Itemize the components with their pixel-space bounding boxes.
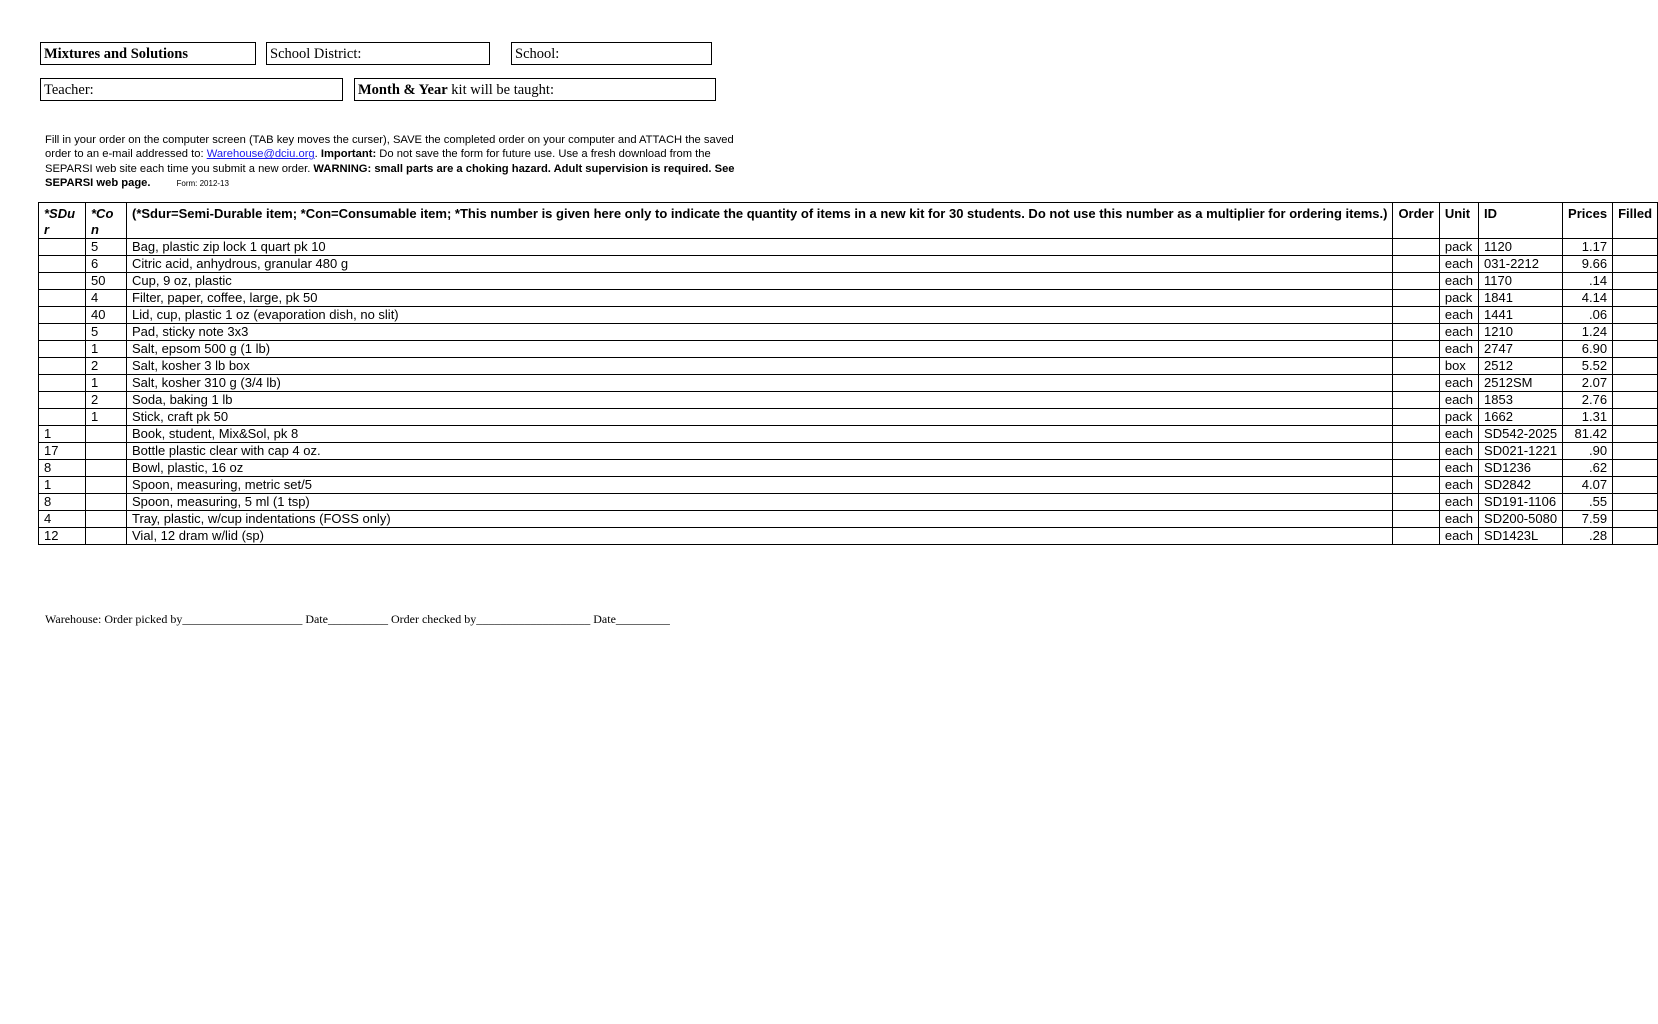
order-input-cell[interactable]: [1393, 460, 1439, 477]
filled-cell[interactable]: [1613, 239, 1658, 256]
header-prices: Prices: [1563, 203, 1613, 239]
price-cell: .90: [1563, 443, 1613, 460]
sdur-cell: 1: [39, 477, 86, 494]
sdur-cell: [39, 324, 86, 341]
form-id: Form: 2012-13: [176, 179, 229, 189]
filled-cell[interactable]: [1613, 443, 1658, 460]
item-id-cell: SD2842: [1479, 477, 1563, 494]
description-cell: Bag, plastic zip lock 1 quart pk 10: [127, 239, 1393, 256]
item-id-cell: 1441: [1479, 307, 1563, 324]
unit-cell: each: [1439, 392, 1478, 409]
description-cell: Spoon, measuring, metric set/5: [127, 477, 1393, 494]
filled-cell[interactable]: [1613, 307, 1658, 324]
description-cell: Filter, paper, coffee, large, pk 50: [127, 290, 1393, 307]
header-sdur: *SDur: [39, 203, 86, 239]
filled-cell[interactable]: [1613, 528, 1658, 545]
instructions: [45, 133, 745, 192]
price-cell: .62: [1563, 460, 1613, 477]
table-row: [39, 511, 1658, 528]
con-cell: [86, 528, 127, 545]
sdur-cell: 8: [39, 460, 86, 477]
order-input-cell[interactable]: [1393, 528, 1439, 545]
school-label: School:: [515, 46, 560, 62]
order-input-cell[interactable]: [1393, 494, 1439, 511]
con-cell: [86, 443, 127, 460]
description-cell: Citric acid, anhydrous, granular 480 g: [127, 256, 1393, 273]
item-id-cell: 1662: [1479, 409, 1563, 426]
unit-cell: pack: [1439, 290, 1478, 307]
price-cell: 9.66: [1563, 256, 1613, 273]
item-id-cell: 2747: [1479, 341, 1563, 358]
description-cell: Vial, 12 dram w/lid (sp): [127, 528, 1393, 545]
school-district-label: School District:: [270, 46, 362, 62]
con-cell: 5: [86, 239, 127, 256]
order-input-cell[interactable]: [1393, 341, 1439, 358]
table-row: [39, 426, 1658, 443]
filled-cell[interactable]: [1613, 477, 1658, 494]
table-row: [39, 273, 1658, 290]
sdur-cell: [39, 375, 86, 392]
sdur-cell: [39, 409, 86, 426]
header-id: ID: [1479, 203, 1563, 239]
sdur-cell: [39, 256, 86, 273]
price-cell: .55: [1563, 494, 1613, 511]
price-cell: .06: [1563, 307, 1613, 324]
price-cell: .14: [1563, 273, 1613, 290]
table-row: [39, 409, 1658, 426]
kit-title: Mixtures and Solutions: [44, 46, 188, 62]
table-row: [39, 494, 1658, 511]
unit-cell: each: [1439, 511, 1478, 528]
order-input-cell[interactable]: [1393, 273, 1439, 290]
price-cell: 2.07: [1563, 375, 1613, 392]
item-id-cell: 1210: [1479, 324, 1563, 341]
sdur-cell: [39, 307, 86, 324]
con-cell: [86, 494, 127, 511]
header-unit: Unit: [1439, 203, 1478, 239]
filled-cell[interactable]: [1613, 409, 1658, 426]
description-cell: Pad, sticky note 3x3: [127, 324, 1393, 341]
order-input-cell[interactable]: [1393, 256, 1439, 273]
price-cell: 1.24: [1563, 324, 1613, 341]
instructions-text-3: Do not save the form for future use. Use a fresh download from the SEPARSI web site each time you submit a new order.: [45, 148, 711, 175]
con-cell: [86, 477, 127, 494]
item-id-cell: SD191-1106: [1479, 494, 1563, 511]
filled-cell[interactable]: [1613, 511, 1658, 528]
description-cell: Lid, cup, plastic 1 oz (evaporation dish, no slit): [127, 307, 1393, 324]
table-row: [39, 460, 1658, 477]
con-cell: [86, 460, 127, 477]
price-cell: 5.52: [1563, 358, 1613, 375]
order-input-cell[interactable]: [1393, 426, 1439, 443]
table-row: [39, 324, 1658, 341]
unit-cell: each: [1439, 494, 1478, 511]
month-year-label-bold: Month & Year: [358, 82, 448, 98]
warning-text: WARNING: small parts are a choking hazard. Adult supervision is required. See SEPARSI web page.: [45, 162, 735, 190]
filled-cell[interactable]: [1613, 324, 1658, 341]
item-id-cell: 1120: [1479, 239, 1563, 256]
school-field[interactable]: [511, 42, 712, 65]
table-row: [39, 358, 1658, 375]
filled-cell[interactable]: [1613, 290, 1658, 307]
price-cell: 1.31: [1563, 409, 1613, 426]
instructions-text-2: .: [314, 148, 318, 161]
description-cell: Spoon, measuring, 5 ml (1 tsp): [127, 494, 1393, 511]
description-cell: Salt, kosher 310 g (3/4 lb): [127, 375, 1393, 392]
order-table: [38, 202, 1658, 545]
item-id-cell: SD200-5080: [1479, 511, 1563, 528]
unit-cell: each: [1439, 375, 1478, 392]
month-year-field[interactable]: [354, 78, 716, 101]
table-row: [39, 341, 1658, 358]
con-cell: 1: [86, 375, 127, 392]
item-id-cell: SD542-2025: [1479, 426, 1563, 443]
sdur-cell: 4: [39, 511, 86, 528]
price-cell: 7.59: [1563, 511, 1613, 528]
con-cell: [86, 511, 127, 528]
con-cell: [86, 426, 127, 443]
sdur-cell: [39, 239, 86, 256]
sdur-cell: [39, 273, 86, 290]
order-input-cell[interactable]: [1393, 443, 1439, 460]
price-cell: 6.90: [1563, 341, 1613, 358]
con-cell: 5: [86, 324, 127, 341]
kit-title-field: [40, 42, 256, 65]
description-cell: Salt, epsom 500 g (1 lb): [127, 341, 1393, 358]
price-cell: 1.17: [1563, 239, 1613, 256]
description-cell: Bottle plastic clear with cap 4 oz.: [127, 443, 1393, 460]
con-cell: 2: [86, 392, 127, 409]
filled-cell[interactable]: [1613, 256, 1658, 273]
sdur-cell: 17: [39, 443, 86, 460]
con-cell: 1: [86, 341, 127, 358]
table-header-row: [39, 203, 1658, 239]
table-row: [39, 477, 1658, 494]
order-input-cell[interactable]: [1393, 307, 1439, 324]
unit-cell: each: [1439, 324, 1478, 341]
unit-cell: each: [1439, 426, 1478, 443]
unit-cell: pack: [1439, 239, 1478, 256]
table-row: [39, 528, 1658, 545]
warehouse-email-link[interactable]: Warehouse@dciu.org: [206, 148, 315, 161]
filled-cell[interactable]: [1613, 375, 1658, 392]
price-cell: .28: [1563, 528, 1613, 545]
description-cell: Cup, 9 oz, plastic: [127, 273, 1393, 290]
table-row: [39, 290, 1658, 307]
item-id-cell: 2512: [1479, 358, 1563, 375]
unit-cell: each: [1439, 477, 1478, 494]
order-input-cell[interactable]: [1393, 375, 1439, 392]
item-id-cell: 1841: [1479, 290, 1563, 307]
price-cell: 2.76: [1563, 392, 1613, 409]
sdur-cell: 1: [39, 426, 86, 443]
filled-cell[interactable]: [1613, 341, 1658, 358]
table-row: [39, 392, 1658, 409]
order-input-cell[interactable]: [1393, 409, 1439, 426]
unit-cell: box: [1439, 358, 1478, 375]
unit-cell: each: [1439, 528, 1478, 545]
filled-cell[interactable]: [1613, 494, 1658, 511]
item-id-cell: SD1236: [1479, 460, 1563, 477]
sdur-cell: [39, 341, 86, 358]
item-id-cell: 1170: [1479, 273, 1563, 290]
price-cell: 81.42: [1563, 426, 1613, 443]
header-note: (*Sdur=Semi-Durable item; *Con=Consumable item; *This number is given here only to indicate the quantity of items in a new kit for 30 students. Do not use this number as a multiplier for ordering items.): [127, 203, 1393, 239]
description-cell: Soda, baking 1 lb: [127, 392, 1393, 409]
item-id-cell: SD1423L: [1479, 528, 1563, 545]
table-row: [39, 375, 1658, 392]
filled-cell[interactable]: [1613, 392, 1658, 409]
school-district-field[interactable]: [266, 42, 490, 65]
teacher-label: Teacher:: [44, 82, 94, 98]
important-label: Important:: [320, 148, 377, 161]
table-row: [39, 443, 1658, 460]
table-row: [39, 239, 1658, 256]
filled-cell[interactable]: [1613, 460, 1658, 477]
order-input-cell[interactable]: [1393, 477, 1439, 494]
item-id-cell: 1853: [1479, 392, 1563, 409]
order-input-cell[interactable]: [1393, 290, 1439, 307]
filled-cell[interactable]: [1613, 273, 1658, 290]
order-input-cell[interactable]: [1393, 392, 1439, 409]
unit-cell: each: [1439, 341, 1478, 358]
sdur-cell: 12: [39, 528, 86, 545]
warehouse-footer: Warehouse: Order picked by____________________ Date__________ Order checked by___________________ Date_________: [45, 612, 670, 626]
filled-cell[interactable]: [1613, 358, 1658, 375]
order-input-cell[interactable]: [1393, 239, 1439, 256]
con-cell: 2: [86, 358, 127, 375]
con-cell: 6: [86, 256, 127, 273]
order-input-cell[interactable]: [1393, 511, 1439, 528]
header-filled: Filled: [1613, 203, 1658, 239]
unit-cell: each: [1439, 273, 1478, 290]
order-input-cell[interactable]: [1393, 324, 1439, 341]
price-cell: 4.07: [1563, 477, 1613, 494]
header-order: Order: [1393, 203, 1439, 239]
description-cell: Salt, kosher 3 lb box: [127, 358, 1393, 375]
header-con: *Con: [86, 203, 127, 239]
description-cell: Tray, plastic, w/cup indentations (FOSS only): [127, 511, 1393, 528]
table-row: [39, 307, 1658, 324]
unit-cell: each: [1439, 307, 1478, 324]
instructions-text-1: Fill in your order on the computer screen (TAB key moves the curser), SAVE the completed order on your computer and ATTACH the saved order to an e-mail addressed to:: [45, 134, 734, 161]
sdur-cell: [39, 392, 86, 409]
item-id-cell: SD021-1221: [1479, 443, 1563, 460]
price-cell: 4.14: [1563, 290, 1613, 307]
description-cell: Stick, craft pk 50: [127, 409, 1393, 426]
con-cell: 4: [86, 290, 127, 307]
description-cell: Book, student, Mix&Sol, pk 8: [127, 426, 1393, 443]
item-id-cell: 2512SM: [1479, 375, 1563, 392]
sdur-cell: [39, 290, 86, 307]
month-year-label-rest: kit will be taught:: [447, 82, 554, 98]
con-cell: 50: [86, 273, 127, 290]
sdur-cell: [39, 358, 86, 375]
table-row: [39, 256, 1658, 273]
order-input-cell[interactable]: [1393, 358, 1439, 375]
unit-cell: each: [1439, 443, 1478, 460]
unit-cell: each: [1439, 460, 1478, 477]
unit-cell: each: [1439, 256, 1478, 273]
con-cell: 1: [86, 409, 127, 426]
teacher-field[interactable]: [40, 78, 343, 101]
filled-cell[interactable]: [1613, 426, 1658, 443]
unit-cell: pack: [1439, 409, 1478, 426]
description-cell: Bowl, plastic, 16 oz: [127, 460, 1393, 477]
item-id-cell: 031-2212: [1479, 256, 1563, 273]
sdur-cell: 8: [39, 494, 86, 511]
con-cell: 40: [86, 307, 127, 324]
